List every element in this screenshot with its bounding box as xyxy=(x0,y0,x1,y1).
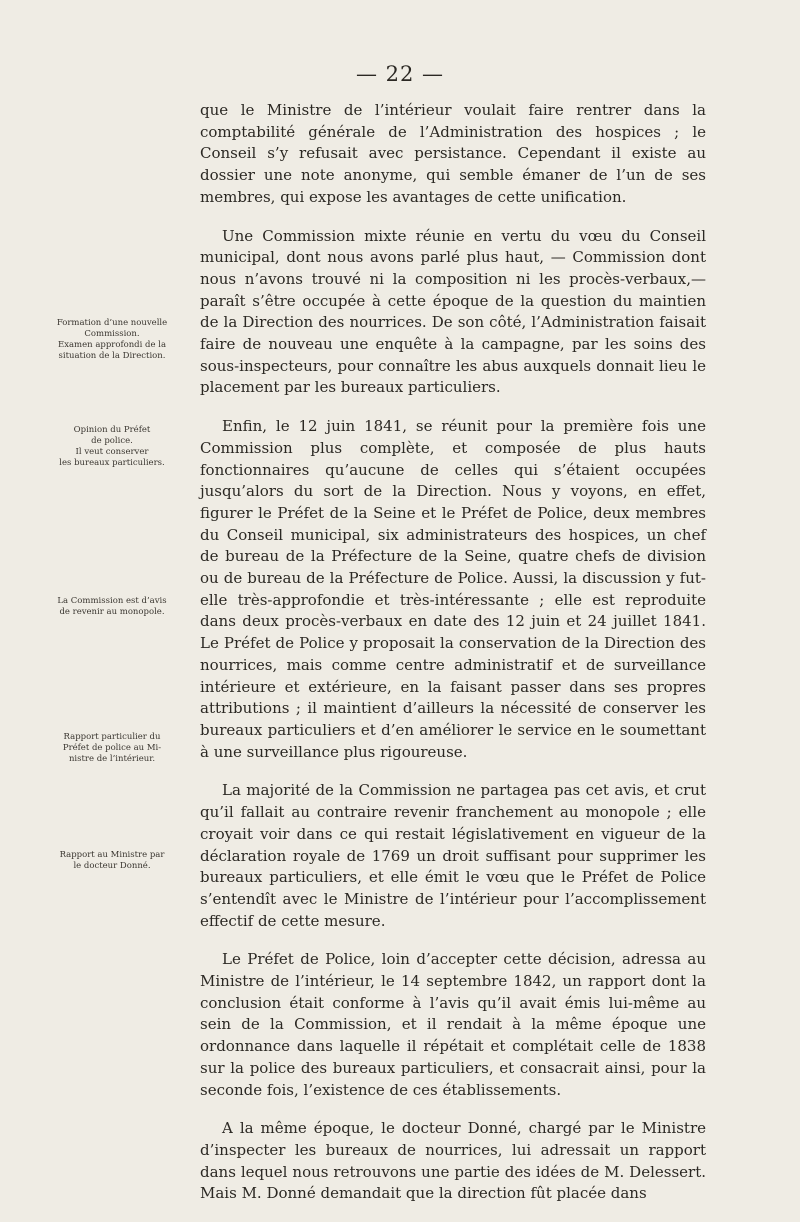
margin-note-line: Rapport au Ministre par xyxy=(59,850,165,860)
margin-note xyxy=(38,732,186,765)
paragraph: Enfin, le 12 juin 1841, se réunit pour la première fois une Commission plus complète, et composée de plus hauts fonctionnaires qu’aucune de celles qui s’étaient occupées jusqu’alors du sort de la Direction. Nous y voyons, en effet, figurer le Préfet de la Seine et le Préfet de Police, deux membres du Conseil municipal, six administrateurs des hospices, un chef de bureau de la Préfecture de la Seine, quatre chefs de division ou de bureau de la Préfecture de Police. Aussi, la discussion y fut-elle très-approfondie et très-intéressante ; elle est reproduite dans deux procès-verbaux en date des 12 juin et 24 juillet 1841. Le Préfet de Police y proposait la conservation de la Direction des nourrices, mais comme centre administratif et de surveillance intérieure et extérieure, en la faisant passer dans ses propres attributions ; il maintient d’ailleurs la nécessité de conserver les bureaux particuliers et d’en améliorer le service en le soumettant à une surveillance plus rigoureuse. xyxy=(200,417,706,761)
margin-note-line: situation de la Direction. xyxy=(58,351,166,361)
margin-note-line: le docteur Donné. xyxy=(73,861,151,871)
main-text xyxy=(200,100,706,1222)
margin-note-line: Formation d’une nouvelle xyxy=(56,318,168,328)
margin-note-line: les bureaux particuliers. xyxy=(59,458,165,468)
margin-note xyxy=(38,596,186,618)
paragraph: A la même époque, le docteur Donné, chargé par le Ministre d’inspecter les bureaux de nourrices, lui adressait un rapport dans lequel nous retrouvons une partie des idées de M. Delessert. Mais M. Donné demandait que la direction fût placée dans xyxy=(200,1119,706,1203)
margin-note-line: Rapport particulier du xyxy=(63,732,161,742)
margin-note-line: Préfet de police au Mi- xyxy=(62,743,162,753)
margin-note xyxy=(38,850,186,872)
paragraph: que le Ministre de l’intérieur voulait faire rentrer dans la comptabilité générale de l’Administration des hospices ; le Conseil s’y refusait avec persistance. Cependant il existe au dossier une note anonyme, qui semble émaner de l’un de ses membres, qui expose les avantages de cette unification. xyxy=(200,101,706,206)
margin-note-line: de police. xyxy=(91,436,133,446)
margin-note xyxy=(38,425,186,469)
paragraph: Une Commission mixte réunie en vertu du vœu du Conseil municipal, dont nous avons parlé plus haut, — Commission dont nous n’avons trouvé ni la composition ni les procès-verbaux,— paraît s’être occupée à cette époque de la question du maintien de la Direction des nourrices. De son côté, l’Administration faisait faire de nouveau une enquête à la campagne, par les soins des sous-inspecteurs, pour connaître les abus auxquels donnait lieu le placement par les bureaux particuliers. xyxy=(200,226,706,397)
margin-note xyxy=(38,318,186,362)
margin-note-line: Opinion du Préfet xyxy=(73,425,151,435)
margin-note-line: Examen approfondi de la xyxy=(57,340,167,350)
paragraph: Le Préfet de Police, loin d’accepter cette décision, adressa au Ministre de l’intérieur, le 14 septembre 1842, un rapport dont la conclusion était conforme à l’avis qu’il avait émis lui-même au sein de la Commission, et il rendait à la même époque une ordonnance dans laquelle il répétait et complétait celle de 1838 sur la police des bureaux particuliers, et consacrait ainsi, pour la seconde fois, l’existence de ces établissements. xyxy=(200,950,706,1099)
margin-note-line: Commission. xyxy=(84,329,140,339)
margin-note-line: Il veut conserver xyxy=(75,447,149,457)
margin-note-line: nistre de l’intérieur. xyxy=(68,754,156,764)
paragraph: La majorité de la Commission ne partagea pas cet avis, et crut qu’il fallait au contraire revenir franchement au monopole ; elle croyait voir dans ce qui restait législativement en vigueur de la déclaration royale de 1769 un droit suffisant pour supprimer les bureaux particuliers, et elle émit le vœu que le Préfet de Police s’entendît avec le Ministre de l’intérieur pour l’accomplissement effectif de cette mesure. xyxy=(200,781,706,930)
margin-note-line: La Commission est d’avis xyxy=(57,596,167,606)
page-number: — 22 — xyxy=(355,62,445,86)
margin-note-line: de revenir au monopole. xyxy=(59,607,165,617)
